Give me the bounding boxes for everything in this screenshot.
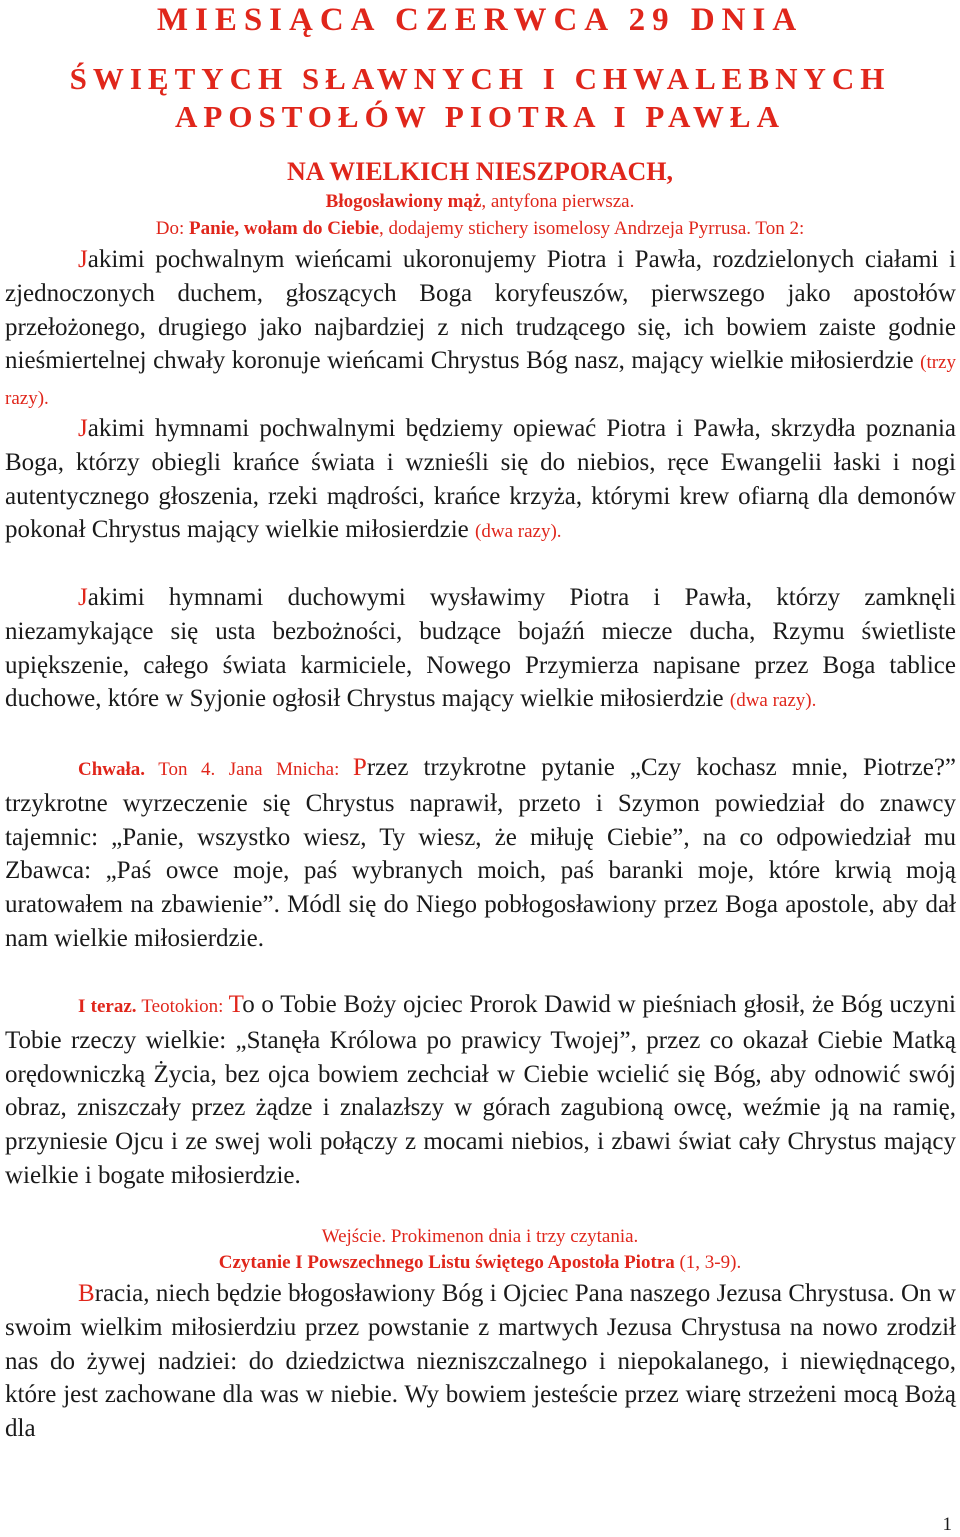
sticheron-3 — [5, 581, 956, 718]
stichera-intro-line — [0, 218, 960, 240]
repeat-note: (dwa razy). — [475, 521, 562, 543]
page-number: 1 — [942, 1514, 952, 1535]
reading-body: racia, niech będzie błogosławiony Bóg i Ojciec Pana naszego Jezusa Chrystusa. On w swoim wielkim miłosierdziu przez powstanie z martwych Jezusa Chrystusa na nowo zrodził nas do żywej nadziei: do dziedzictwa niezniszczalnego i niepokalanego, i niewiędnącego, które jest zachowane dla was w niebie. Wy bowiem jesteście przez wiarę strzeżeni mocą Bożą dla — [5, 1280, 956, 1443]
drop-letter: J — [78, 584, 88, 611]
reading-reference: (1, 3-9). — [674, 1252, 742, 1273]
subtitle-line-2: APOSTOŁÓW PIOTRA I PAWŁA — [175, 99, 785, 134]
glory-text: rzez trzykrotne pytanie „Czy kochasz mnie, Piotrze?” trzykrotne wyrzeczenie się Chrystus naprawił, przeto i Szymon powiedział do znawcy tajemnic: „Panie, wszystko wiesz, Ty wiesz, że miłuję Ciebie”, na co odpowiedział mu Zbawca: „Paś owce moje, paś wybranych moich, paś baranki moje, które krwią moją uratowałem na zbawienie”. Módl się do Niego pobłogosławiony przez Boga apostole, aby dał nam wielkie miłosierdzie. — [5, 754, 957, 952]
sticheron-1 — [5, 243, 956, 416]
stichera-cap: P — [189, 218, 201, 239]
glory-label: Chwała. — [78, 759, 146, 780]
drop-letter: B — [78, 1280, 95, 1307]
stichera-bold: anie, wołam do Ciebie — [200, 218, 380, 239]
page-title: MIESIĄCA CZERWCA 29 DNIA — [156, 2, 804, 38]
drop-letter: J — [78, 246, 88, 273]
stichera-rest: , dodajemy stichery isomelosy Andrzeja Pyrrusa. Ton 2: — [379, 218, 805, 239]
glory-sticheron — [5, 751, 956, 956]
drop-letter: P — [352, 754, 367, 781]
stichera-do: Do: — [155, 218, 190, 239]
repeat-note: (trzy razy). — [5, 352, 956, 410]
antiphon-line — [0, 191, 960, 213]
repeat-note: (dwa razy). — [729, 690, 817, 712]
drop-letter: T — [228, 991, 243, 1018]
sticheron-2 — [5, 412, 956, 549]
section-heading: NA WIELKICH NIESZPORACH, — [287, 157, 673, 186]
sticheron-3-text: akimi hymnami duchowymi wysławimy Piotra i Pawła, którzy zamknęli niezamykające się usta bezbożności, budzące bojaźń miecze ducha, Rzymu świetliste upiększenie, całego świata karmiciele, Nowego Przymierza napisane przez Boga tablice duchowe, które w Syjonie ogłosił Chrystus mający wielkie miłosierdzie — [5, 584, 956, 713]
tone-label: Ton 4. Jana Mnicha: — [145, 759, 353, 780]
drop-letter: J — [78, 415, 88, 442]
feast-subtitle — [0, 60, 960, 136]
sticheron-1-text: akimi pochwalnym wieńcami ukoronujemy Piotra i Pawła, rozdzielonych ciałami i zjednoczonych duchem, głoszących Boga koryfeuszów, pierwszego jako apostołów przełożonego, drugiego jako najbardziej z nich trudzącego się, ich bowiem zaiste godnie nieśmiertelnej chwały koronuje wieńcami Chrystus Bóg nasz, mający wielkie miłosierdzie — [5, 246, 956, 375]
antiphon-bold: Błogosławiony mąż — [325, 191, 482, 212]
theotokion — [5, 988, 956, 1193]
reading-title-bold: Czytanie I Powszechnego Listu świętego Apostoła Piotra — [218, 1252, 675, 1273]
theotokion-label: Teotokion: — [136, 996, 229, 1017]
theotokion-text: o o Tobie Boży ojciec Prorok Dawid w pieśniach głosił, że Bóg uczyni Tobie rzeczy wielkie: „Stanęła Królowa po prawicy Twojej”, przez co okazał Ciebie Matką orędowniczką Życia, bez ojca bowiem zechciał w Ciebie wcielić się Bóg, aby odnowić swój obraz, zniszczały przez żądze i znalazłszy w górach zagubioną owcę, weźmie ją na ramię, przyniesie Ojcu i ze swej woli połączy z mocami niebios, i zbawi świat cały Chrystus mający wielkie i bogate miłosierdzie. — [5, 991, 956, 1189]
reading-title — [0, 1251, 960, 1275]
now-label: I teraz. — [78, 996, 137, 1017]
sticheron-2-text: akimi hymnami pochwalnymi będziemy opiewać Piotra i Pawła, skrzydła poznania Boga, którzy obiegli krańce świata i wznieśli się do niebios, ręce Ewangelii łaski i nogi autentycznego głoszenia, rzeki mądrości, krańce krzyża, którymi krew ofiarną dla demonów pokonał Chrystus mający wielkie miłosierdzie — [5, 415, 956, 544]
subtitle-line-1: ŚWIĘTYCH SŁAWNYCH I CHWALEBNYCH — [69, 61, 891, 96]
entrance-rubric: Wejście. Prokimenon dnia i trzy czytania. — [321, 1226, 639, 1247]
reading-text — [5, 1277, 956, 1446]
antiphon-rest: , antyfona pierwsza. — [481, 191, 635, 212]
